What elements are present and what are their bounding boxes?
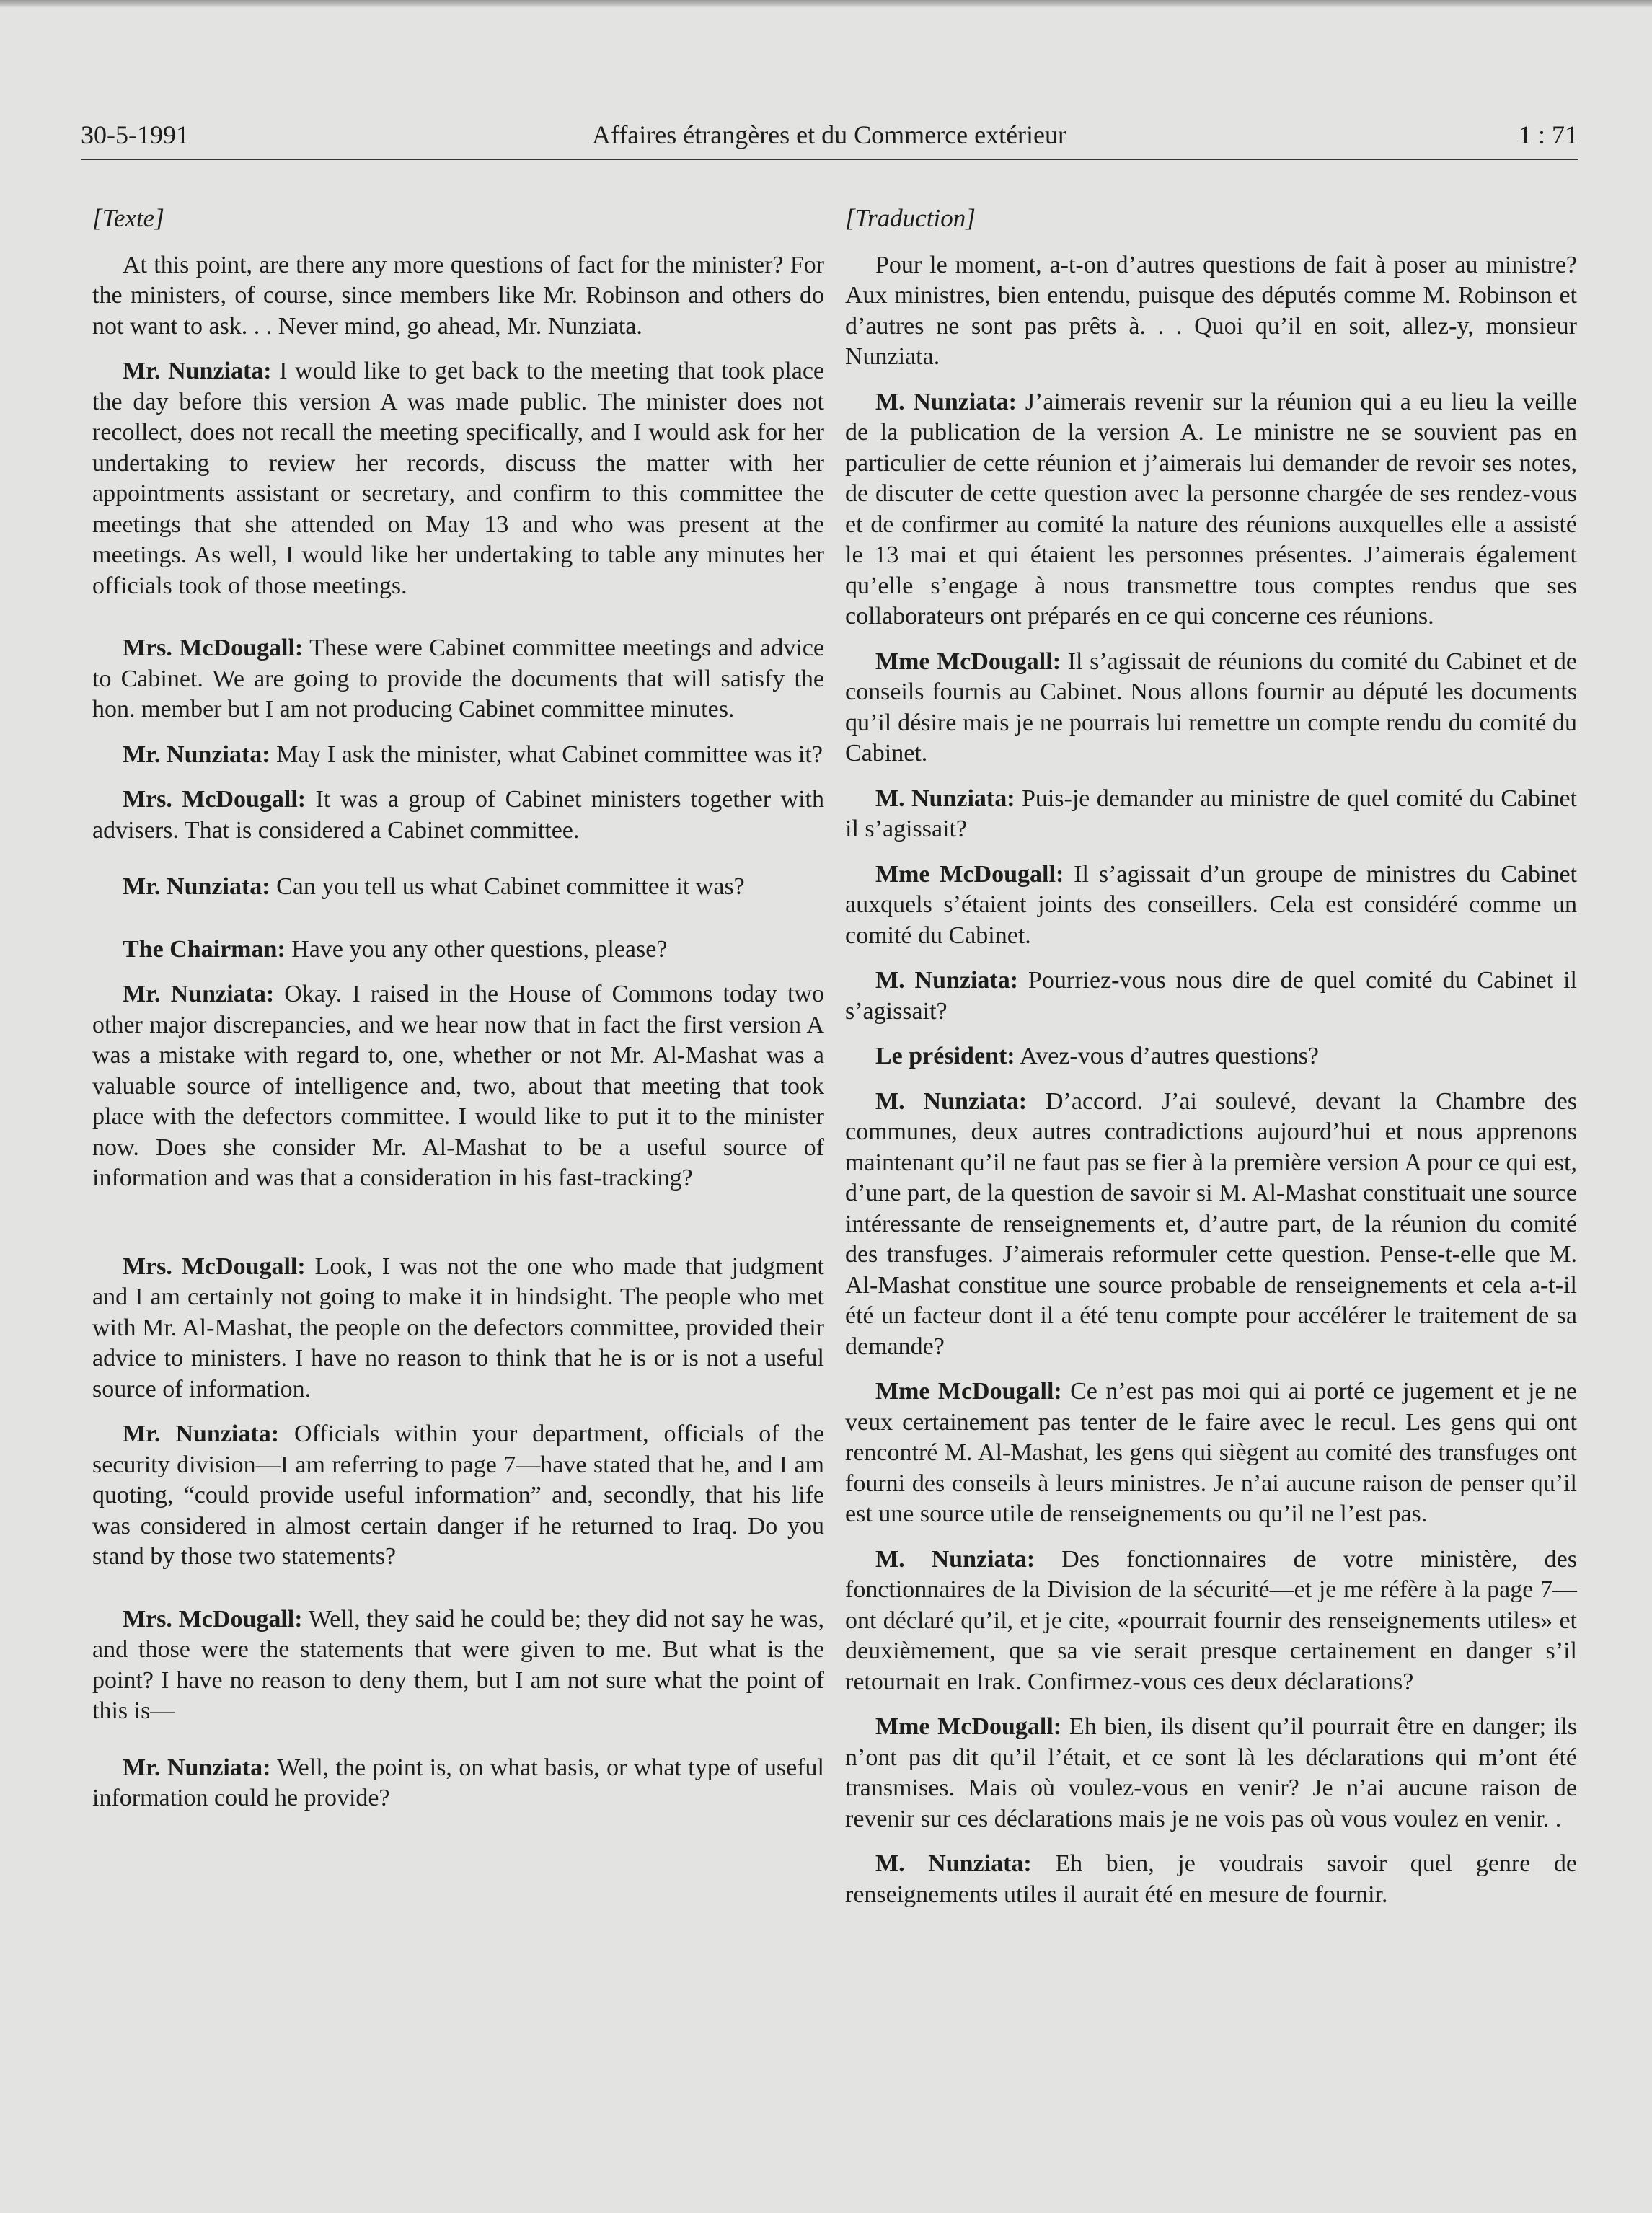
speaker-name: Mr. Nunziata: xyxy=(123,873,270,900)
speaker-name: M. Nunziata: xyxy=(875,785,1015,812)
speaker-name: Le président: xyxy=(875,1043,1015,1069)
speaker-name: Mr. Nunziata: xyxy=(123,981,275,1007)
transcript-paragraph xyxy=(92,740,824,771)
speech-text: May I ask the minister, what Cabinet committee was it? xyxy=(276,741,823,768)
transcript-paragraph xyxy=(845,966,1577,1027)
speech-text: Have you any other questions, please? xyxy=(291,935,668,963)
transcript-paragraph xyxy=(845,1087,1577,1363)
transcript-paragraph xyxy=(92,1419,824,1573)
header-page-number: 1 : 71 xyxy=(1518,120,1578,149)
speech-text: Des fonctionnaires de votre ministère, des fonctionnaires de la Division de la sécurité—et je me réfère à la page 7—ont déclaré qu’il, et je cite, «pourrait fournir des renseignements utiles» et deuxièmement, que sa vie serait presque certainement en danger s’il retournait en Irak. Confirmez-vous ces deux déclarations? xyxy=(845,1545,1577,1695)
transcript-paragraph xyxy=(845,387,1577,632)
speaker-name: Mrs. McDougall: xyxy=(123,635,304,661)
column-marker: [Texte] xyxy=(92,204,164,232)
running-header xyxy=(81,108,1578,160)
speaker-name: Mrs. McDougall: xyxy=(123,1605,303,1633)
speech-text: Il s’agissait d’un groupe de ministres du Cabinet auxquels s’étaient joints des conseillers. Cela est considéré comme un comité du Cabinet. xyxy=(845,860,1577,949)
transcript-paragraph xyxy=(92,1753,824,1814)
page-top-edge xyxy=(0,0,1652,7)
transcript-paragraph xyxy=(845,784,1577,845)
transcript-paragraph xyxy=(845,1377,1577,1530)
transcript-paragraph xyxy=(845,647,1577,769)
speaker-name: Mr. Nunziata: xyxy=(123,741,270,768)
speech-text: Il s’agissait de réunions du comité du Cabinet et de conseils fournis au Cabinet. Nous allons fournir au député les documents qu’il désire mais je ne pourrais lui remettre un compte rendu du comité du Cabinet. xyxy=(845,648,1578,767)
speech-text: These were Cabinet committee meetings and advice to Cabinet. We are going to provide the documents that will satisfy the hon. member but I am not producing Cabinet committee minutes. xyxy=(92,635,824,723)
speaker-name: M. Nunziata: xyxy=(875,967,1019,994)
french-column xyxy=(845,203,1577,2165)
speech-text: Okay. I raised in the House of Commons today two other major discrepancies, and we hear now that in fact the first version A was a mistake with regard to, one, whether or not Mr. Al-Mashat was a valuable source of intelligence and, two, about that meeting that took place with the defectors committee. I would like to put it to the minister now. Does she consider Mr. Al-Mashat to be a useful source of information and was that a consideration in his fast-tracking? xyxy=(92,981,824,1191)
speech-text: Puis-je demander au ministre de quel comité du Cabinet il s’agissait? xyxy=(845,785,1577,842)
transcript-paragraph xyxy=(92,356,824,601)
speech-text: Well, the point is, on what basis, or what type of useful information could he provide? xyxy=(92,1754,824,1811)
speaker-name: Mme McDougall: xyxy=(875,860,1064,888)
speech-text: J’aimerais revenir sur la réunion qui a eu lieu la veille de la publication de la version A. Le ministre ne se souvient pas en particulier de cette réunion et j’aimerais lui demander de revoir ses notes, de discuter de cette question avec la personne chargée de ses rendez-vous et de confirmer au comité la nature des réunions auxquelles elle a assisté le 13 mai et qui étaient les personnes présentes. J’aimerais également qu’elle s’engage à nous transmettre tous comptes rendus que ses collaborateurs ont préparés en ce qui concerne ces réunions. xyxy=(845,388,1577,630)
transcript-paragraph xyxy=(845,1849,1577,1910)
transcript-paragraph xyxy=(92,979,824,1194)
speech-text: Officials within your department, officials of the security division—I am referring to page 7—have stated that he, and I am quoting, “could provide useful information” and, secondly, that his life was considered in almost certain danger if he returned to Iraq. Do you stand by those two statements? xyxy=(92,1421,824,1570)
speaker-name: Mr. Nunziata: xyxy=(123,1754,271,1781)
english-column xyxy=(92,203,824,2165)
speaker-name: M. Nunziata: xyxy=(875,1087,1028,1115)
speaker-name: Mme McDougall: xyxy=(875,1713,1062,1740)
transcript-paragraph xyxy=(845,1712,1577,1834)
speech-text: Eh bien, ils disent qu’il pourrait être en danger; ils n’ont pas dit qu’il l’était, et ce sont là les déclarations qui m’ont été transmises. Mais où voulez-vous en venir? Je n’ai aucune raison de revenir sur ces déclarations mais je ne vois pas où vous voulez en venir. . xyxy=(845,1713,1577,1832)
speaker-name: M. Nunziata: xyxy=(875,1850,1032,1877)
speech-text: Look, I was not the one who made that judgment and I am certainly not going to make it in hindsight. The people who met with Mr. Al-Mashat, the people on the defectors committee, provided their advice to ministers. I have no reason to think that he is or is not a useful source of information. xyxy=(92,1253,825,1403)
speaker-name: Mr. Nunziata: xyxy=(123,1421,280,1447)
header-date: 30-5-1991 xyxy=(81,120,189,149)
header-title: Affaires étrangères et du Commerce extérieur xyxy=(591,120,1067,149)
transcript-paragraph xyxy=(92,785,824,846)
speech-text: It was a group of Cabinet ministers together with advisers. That is considered a Cabinet committee. xyxy=(92,786,824,844)
speech-text: D’accord. J’ai soulevé, devant la Chambre des communes, deux autres contradictions aujourd’hui et nous apprenons maintenant qu’il ne faut pas se fier à la première version A pour ce qui est, d’une part, de la question de savoir si M. Al-Mashat constituait une source intéressante de renseignements et, d’autre part, de la réunion du comité des transfuges. J’aimerais reformuler cette question. Pense-t-elle que M. Al-Mashat constitue une source probable de renseignements et cela a-t-il été un facteur dont il a été tenu compte pour accélérer le traitement de sa demande? xyxy=(845,1087,1577,1360)
transcript-paragraph xyxy=(92,1252,824,1405)
speaker-name: Mme McDougall: xyxy=(875,1378,1062,1405)
speech-text: Ce n’est pas moi qui ai porté ce jugement et je ne veux certainement pas tenter de le faire avec le recul. Les gens qui ont rencontré M. Al-Mashat, les gens qui siègent au comité des transfuges ont fourni des conseils à leurs ministres. Je n’ai aucune raison de penser qu’il est une source utile de renseignements ou qu’il ne l’est pas. xyxy=(845,1378,1577,1527)
transcript-paragraph xyxy=(845,860,1577,952)
speaker-name: Mr. Nunziata: xyxy=(123,358,272,384)
transcript-paragraph xyxy=(92,250,824,343)
transcript-paragraph xyxy=(845,1545,1577,1698)
speech-text: Pourriez-vous nous dire de quel comité du Cabinet il s’agissait? xyxy=(845,967,1577,1025)
speaker-name: Mrs. McDougall: xyxy=(123,786,306,813)
speech-text: Well, they said he could be; they did not say he was, and those were the statements that were given to me. But what is the point? I have no reason to deny them, but I am not sure what the point of this is— xyxy=(92,1605,825,1724)
speech-text: Pour le moment, a-t-on d’autres questions de fait à poser au ministre? Aux ministres, bien entendu, puisque des députés comme M. Robinson et d’autres ne sont pas prêts à. . . Quoi qu’il en soit, allez-y, monsieur Nunziata. xyxy=(845,251,1577,370)
transcript-paragraph xyxy=(92,1604,824,1727)
speech-text: Eh bien, je voudrais savoir quel genre de renseignements utiles il aurait été en mesure de fournir. xyxy=(845,1850,1578,1908)
speech-text: Can you tell us what Cabinet committee it was? xyxy=(276,873,745,900)
speech-text: I would like to get back to the meeting that took place the day before this version A was made public. The minister does not recollect, does not recall the meeting specifically, and I would ask for her undertaking to review her records, discuss the matter with her appointments assistant or secretary, and confirm to this committee the meetings that she attended on May 13 and who was present at the meetings. As well, I would like her undertaking to table any minutes her officials took of those meetings. xyxy=(92,358,825,599)
transcript-paragraph xyxy=(92,872,824,903)
speech-text: Avez-vous d’autres questions? xyxy=(1020,1043,1320,1069)
speaker-name: The Chairman: xyxy=(123,935,286,963)
speech-text: At this point, are there any more questions of fact for the minister? For the ministers, of course, since members like Mr. Robinson and others do not want to ask. . . Never mind, go ahead, Mr. Nunziata. xyxy=(92,251,824,340)
column-marker: [Traduction] xyxy=(845,204,976,232)
speaker-name: Mrs. McDougall: xyxy=(123,1253,306,1280)
speaker-name: M. Nunziata: xyxy=(875,388,1017,415)
speaker-name: M. Nunziata: xyxy=(875,1545,1035,1573)
transcript-paragraph xyxy=(845,250,1577,373)
speaker-name: Mme McDougall: xyxy=(875,648,1061,675)
transcript-paragraph xyxy=(92,935,824,966)
transcript-paragraph xyxy=(92,633,824,725)
transcript-paragraph xyxy=(845,1041,1577,1072)
